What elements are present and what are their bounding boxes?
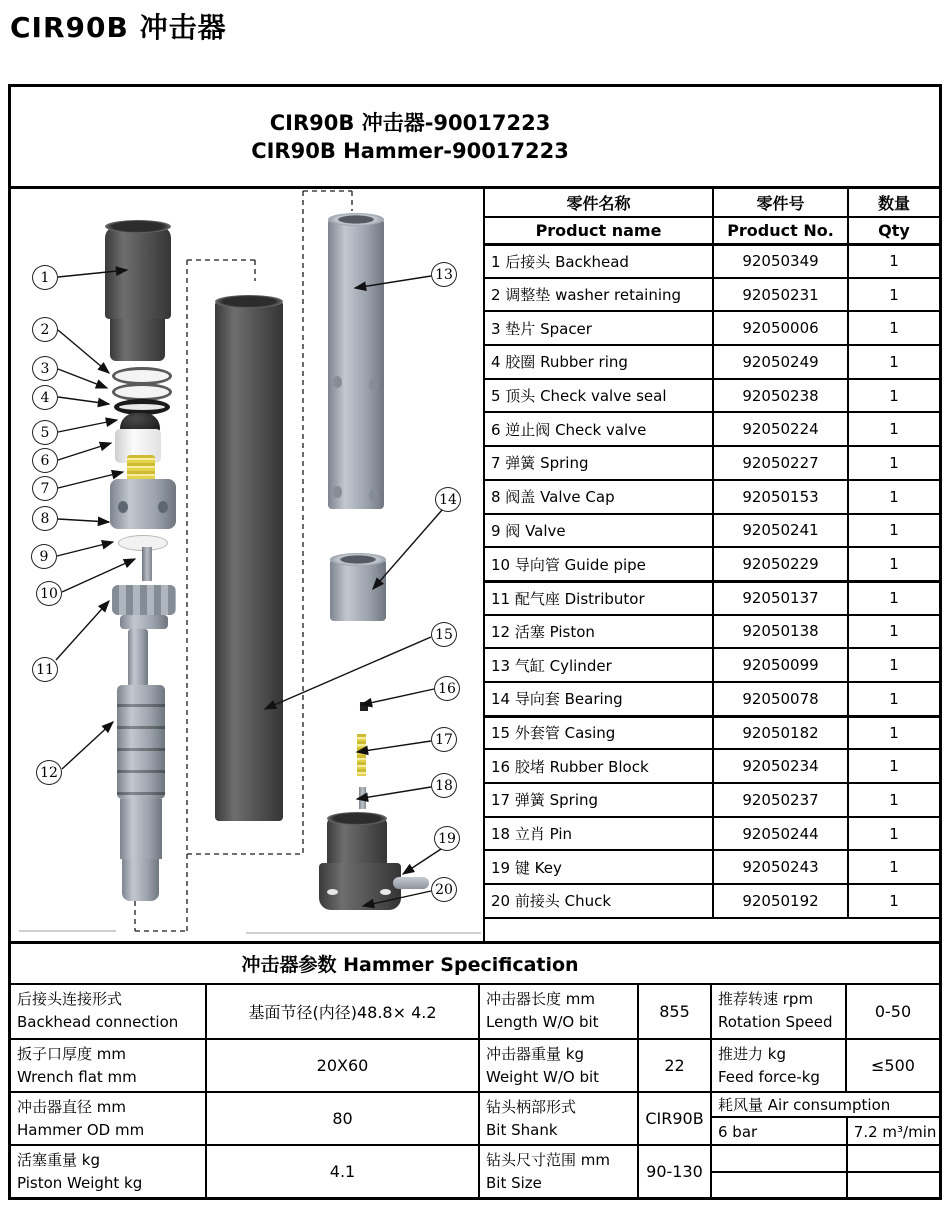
part-name-cell: 10 导向管 Guide pipe bbox=[491, 555, 646, 574]
part-spring-lower bbox=[357, 734, 366, 776]
callout-circle: 20 bbox=[431, 877, 457, 902]
part-cylinder bbox=[328, 219, 384, 509]
part-no-cell: 92050138 bbox=[712, 616, 847, 648]
part-valve-cap bbox=[110, 479, 176, 529]
table-row bbox=[485, 378, 939, 412]
table-row bbox=[485, 647, 939, 681]
document-frame bbox=[8, 84, 942, 1200]
spec-value-bit-shank: CIR90B bbox=[637, 1093, 710, 1144]
main-area bbox=[11, 186, 939, 944]
parts-table-header-zh bbox=[485, 189, 939, 216]
shadow-lines bbox=[19, 931, 481, 933]
callout-circle: 12 bbox=[36, 760, 62, 785]
callout-circle: 19 bbox=[434, 826, 460, 851]
part-name-cell: 15 外套管 Casing bbox=[491, 724, 616, 743]
part-no-cell: 92050006 bbox=[712, 312, 847, 344]
spec-air-flow: 7.2 m³/min bbox=[846, 1118, 939, 1144]
part-name-cell: 13 气缸 Cylinder bbox=[491, 656, 612, 675]
table-row bbox=[485, 243, 939, 277]
callout-circle: 3 bbox=[32, 356, 58, 381]
part-no-cell: 92050227 bbox=[712, 447, 847, 479]
part-qty-cell: 1 bbox=[847, 515, 939, 547]
spec-value-weight: 22 bbox=[637, 1040, 710, 1091]
callout-circle: 10 bbox=[36, 581, 62, 606]
part-qty-cell: 1 bbox=[847, 851, 939, 883]
part-piston-tip bbox=[122, 859, 159, 901]
part-name-cell: 17 弹簧 Spring bbox=[491, 791, 599, 810]
part-no-cell: 92050231 bbox=[712, 279, 847, 311]
table-row bbox=[485, 681, 939, 715]
part-name-cell: 16 胶堵 Rubber Block bbox=[491, 757, 649, 776]
part-distributor bbox=[112, 585, 176, 615]
parts-table-header-en bbox=[485, 216, 939, 243]
part-name-cell: 4 胶圈 Rubber ring bbox=[491, 353, 628, 372]
col-header-name-zh: 零件名称 bbox=[566, 194, 631, 213]
part-no-cell: 92050182 bbox=[712, 718, 847, 749]
table-row bbox=[485, 546, 939, 580]
parts-table-empty-row bbox=[485, 917, 939, 941]
part-name-cell: 12 活塞 Piston bbox=[491, 622, 595, 641]
table-row bbox=[485, 715, 939, 749]
callout-circle: 15 bbox=[431, 622, 457, 647]
callout-circle: 2 bbox=[32, 317, 58, 342]
part-chuck-flange bbox=[319, 863, 401, 910]
table-row bbox=[485, 513, 939, 547]
spec-row-3 bbox=[11, 1091, 939, 1144]
doc-header bbox=[11, 87, 939, 186]
col-header-qty-en: Qty bbox=[847, 218, 939, 243]
table-row bbox=[485, 277, 939, 311]
doc-header-line2: CIR90B Hammer-90017223 bbox=[251, 138, 569, 163]
part-no-cell: 92050249 bbox=[712, 346, 847, 378]
callout-circle: 14 bbox=[435, 487, 461, 512]
callout-circle: 11 bbox=[32, 657, 58, 682]
part-bearing bbox=[330, 559, 386, 621]
part-qty-cell: 1 bbox=[847, 616, 939, 648]
part-qty-cell: 1 bbox=[847, 548, 939, 580]
part-no-cell: 92050349 bbox=[712, 246, 847, 277]
spec-section-title: 冲击器参数 Hammer Specification bbox=[11, 944, 939, 985]
table-row bbox=[485, 883, 939, 917]
part-pin bbox=[359, 787, 366, 809]
callout-circle: 16 bbox=[434, 676, 460, 701]
table-row bbox=[485, 479, 939, 513]
callout-circle: 4 bbox=[32, 385, 58, 410]
spec-label-bit-size: 钻头尺寸范围 mm Bit Size bbox=[478, 1146, 637, 1197]
table-row bbox=[485, 849, 939, 883]
spec-label-hammer-od: 冲击器直径 mm Hammer OD mm bbox=[17, 1098, 145, 1139]
spec-air-consumption-title: 耗风量 Air consumption bbox=[712, 1093, 939, 1118]
callout-circle: 1 bbox=[32, 265, 58, 290]
callout-circle: 13 bbox=[431, 262, 457, 287]
callout-circle: 9 bbox=[31, 544, 57, 569]
spec-label-length: 冲击器长度 mm Length W/O bit bbox=[478, 985, 637, 1038]
part-no-cell: 92050224 bbox=[712, 413, 847, 445]
part-qty-cell: 1 bbox=[847, 481, 939, 513]
part-piston-mid bbox=[120, 799, 162, 859]
col-header-name-en: Product name bbox=[535, 221, 662, 240]
part-name-cell: 6 逆止阀 Check valve bbox=[491, 420, 647, 439]
spec-value-backhead-connection: 基面节径(内径)48.8× 4.2 bbox=[205, 985, 478, 1038]
callout-circle: 8 bbox=[32, 506, 58, 531]
part-name-cell: 18 立肖 Pin bbox=[491, 825, 573, 844]
callout-circle: 5 bbox=[32, 420, 58, 445]
part-no-cell: 92050192 bbox=[712, 885, 847, 917]
callout-circle: 7 bbox=[32, 476, 58, 501]
part-qty-cell: 1 bbox=[847, 718, 939, 749]
page-title: CIR90B 冲击器 bbox=[10, 11, 227, 44]
spec-label-bit-shank: 钻头柄部形式 Bit Shank bbox=[478, 1093, 637, 1144]
part-qty-cell: 1 bbox=[847, 583, 939, 614]
col-header-qty-zh: 数量 bbox=[847, 189, 939, 216]
spec-label-wrench-flat: 扳子口厚度 mm Wrench flat mm bbox=[17, 1045, 137, 1086]
part-distributor-ring bbox=[120, 615, 168, 629]
part-key bbox=[393, 877, 429, 889]
part-no-cell: 92050234 bbox=[712, 750, 847, 782]
table-row bbox=[485, 782, 939, 816]
part-no-cell: 92050137 bbox=[712, 583, 847, 614]
part-piston-body bbox=[117, 685, 165, 799]
spec-label-piston-weight: 活塞重量 kg Piston Weight kg bbox=[17, 1151, 143, 1192]
part-qty-cell: 1 bbox=[847, 447, 939, 479]
part-qty-cell: 1 bbox=[847, 346, 939, 378]
table-row bbox=[485, 344, 939, 378]
spec-air-pressure: 6 bar bbox=[718, 1122, 758, 1141]
table-row bbox=[485, 614, 939, 648]
part-backhead bbox=[105, 226, 171, 319]
part-qty-cell: 1 bbox=[847, 279, 939, 311]
part-no-cell: 92050153 bbox=[712, 481, 847, 513]
part-qty-cell: 1 bbox=[847, 885, 939, 917]
callout-circle: 17 bbox=[431, 727, 457, 752]
spec-value-feed-force: ≤500 bbox=[845, 1040, 939, 1091]
part-qty-cell: 1 bbox=[847, 246, 939, 277]
part-qty-cell: 1 bbox=[847, 683, 939, 715]
table-row bbox=[485, 445, 939, 479]
callout-circle: 18 bbox=[431, 773, 457, 798]
part-chuck-upper bbox=[327, 818, 387, 865]
spec-row-2 bbox=[11, 1038, 939, 1091]
exploded-diagram bbox=[11, 189, 483, 941]
spec-label-rotation-speed: 推荐转速 rpm Rotation Speed bbox=[710, 985, 845, 1038]
spec-label-backhead-connection: 后接头连接形式 Backhead connection bbox=[17, 990, 179, 1031]
part-no-cell: 92050243 bbox=[712, 851, 847, 883]
spec-value-bit-size: 90-130 bbox=[637, 1146, 710, 1197]
part-casing bbox=[215, 301, 283, 821]
doc-header-line1: CIR90B 冲击器-90017223 bbox=[269, 110, 551, 135]
part-piston-rod bbox=[128, 629, 148, 687]
table-row bbox=[485, 580, 939, 614]
part-no-cell: 92050078 bbox=[712, 683, 847, 715]
spec-label-feed-force: 推进力 kg Feed force-kg bbox=[710, 1040, 845, 1091]
part-name-cell: 9 阀 Valve bbox=[491, 521, 566, 540]
part-no-cell: 92050241 bbox=[712, 515, 847, 547]
part-no-cell: 92050238 bbox=[712, 380, 847, 412]
table-row bbox=[485, 748, 939, 782]
parts-table bbox=[483, 189, 939, 941]
part-qty-cell: 1 bbox=[847, 750, 939, 782]
part-qty-cell: 1 bbox=[847, 784, 939, 816]
spec-row-4 bbox=[11, 1144, 939, 1197]
callout-circle: 6 bbox=[32, 448, 58, 473]
spec-air-consumption-block bbox=[710, 1093, 939, 1144]
part-name-cell: 2 调整垫 washer retaining bbox=[491, 286, 682, 305]
part-name-cell: 8 阀盖 Valve Cap bbox=[491, 488, 615, 507]
part-no-cell: 92050229 bbox=[712, 548, 847, 580]
part-rubber-block bbox=[360, 702, 368, 711]
part-name-cell: 14 导向套 Bearing bbox=[491, 690, 623, 709]
part-name-cell: 11 配气座 Distributor bbox=[491, 589, 645, 608]
spec-value-piston-weight: 4.1 bbox=[205, 1146, 478, 1197]
spec-row-1 bbox=[11, 985, 939, 1038]
part-name-cell: 19 键 Key bbox=[491, 858, 562, 877]
table-row bbox=[485, 411, 939, 445]
part-guide-pipe bbox=[142, 547, 152, 581]
part-name-cell: 1 后接头 Backhead bbox=[491, 252, 629, 271]
part-name-cell: 20 前接头 Chuck bbox=[491, 892, 612, 911]
spec-value-length: 855 bbox=[637, 985, 710, 1038]
part-qty-cell: 1 bbox=[847, 380, 939, 412]
part-no-cell: 92050237 bbox=[712, 784, 847, 816]
col-header-no-zh: 零件号 bbox=[712, 189, 847, 216]
part-name-cell: 5 顶头 Check valve seal bbox=[491, 387, 667, 406]
part-backhead-neck bbox=[110, 319, 165, 361]
part-name-cell: 7 弹簧 Spring bbox=[491, 454, 589, 473]
spec-empty-cells bbox=[710, 1146, 939, 1197]
part-qty-cell: 1 bbox=[847, 649, 939, 681]
spec-value-hammer-od: 80 bbox=[205, 1093, 478, 1144]
table-row bbox=[485, 310, 939, 344]
part-qty-cell: 1 bbox=[847, 818, 939, 850]
part-qty-cell: 1 bbox=[847, 413, 939, 445]
part-no-cell: 92050244 bbox=[712, 818, 847, 850]
table-row bbox=[485, 816, 939, 850]
col-header-no-en: Product No. bbox=[712, 218, 847, 243]
spec-label-weight: 冲击器重量 kg Weight W/O bit bbox=[478, 1040, 637, 1091]
spec-value-rotation-speed: 0-50 bbox=[845, 985, 939, 1038]
part-no-cell: 92050099 bbox=[712, 649, 847, 681]
spec-value-wrench-flat: 20X60 bbox=[205, 1040, 478, 1091]
part-qty-cell: 1 bbox=[847, 312, 939, 344]
part-name-cell: 3 垫片 Spacer bbox=[491, 319, 592, 338]
